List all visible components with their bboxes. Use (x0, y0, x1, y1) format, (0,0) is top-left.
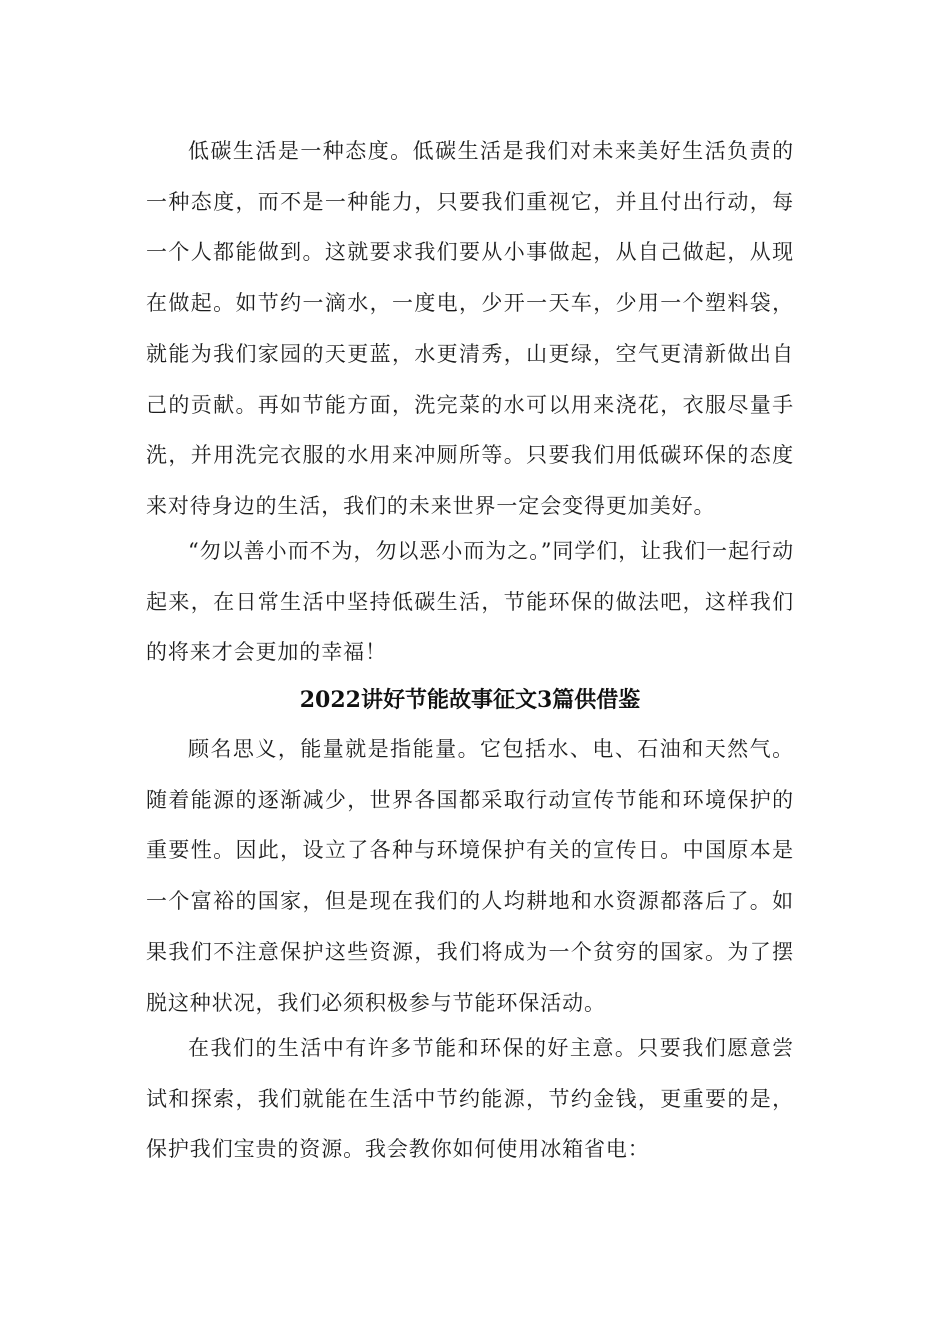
paragraph-energy-definition: 顾名思义，能量就是指能量。它包括水、电、石油和天然气。随着能源的逐渐减少，世界各国都采取行动宣传节能和环境保护的重要性。因此，设立了各种与环境保护有关的宣传日。中国原本是一个富裕的国家，但是现在我们的人均耕地和水资源都落后了。如果我们不注意保护这些资源，我们将成为一个贫穷的国家。为了摆脱这种状况，我们必须积极参与节能环保活动。 (146, 737, 794, 1015)
paragraph-low-carbon-attitude: 低碳生活是一种态度。低碳生活是我们对未来美好生活负责的一种态度，而不是一种能力，只要我们重视它，并且付出行动，每一个人都能做到。这就要求我们要从小事做起，从自己做起，从现在做起。如节约一滴水，一度电，少开一天车，少用一个塑料袋，就能为我们家园的天更蓝，水更清秀，山更绿，空气更清新做出自己的贡献。再如节能方面，洗完菜的水可以用来浇花，衣服尽量手洗，并用洗完衣服的水用来冲厕所等。只要我们用低碳环保的态度来对待身边的生活，我们的未来世界一定会变得更加美好。 (146, 139, 794, 518)
paragraph-call-to-action: “勿以善小而不为，勿以恶小而为之。”同学们，让我们一起行动起来，在日常生活中坚持低碳生活，节能环保的做法吧，这样我们的将来才会更加的幸福！ (146, 539, 794, 665)
paragraph-energy-saving-ideas: 在我们的生活中有许多节能和环保的好主意。只要我们愿意尝试和探索，我们就能在生活中节约能源，节约金钱，更重要的是，保护我们宝贵的资源。我会教你如何使用冰箱省电： (146, 1036, 794, 1162)
article-title: 2022讲好节能故事征文3篇供借鉴 (299, 687, 641, 713)
